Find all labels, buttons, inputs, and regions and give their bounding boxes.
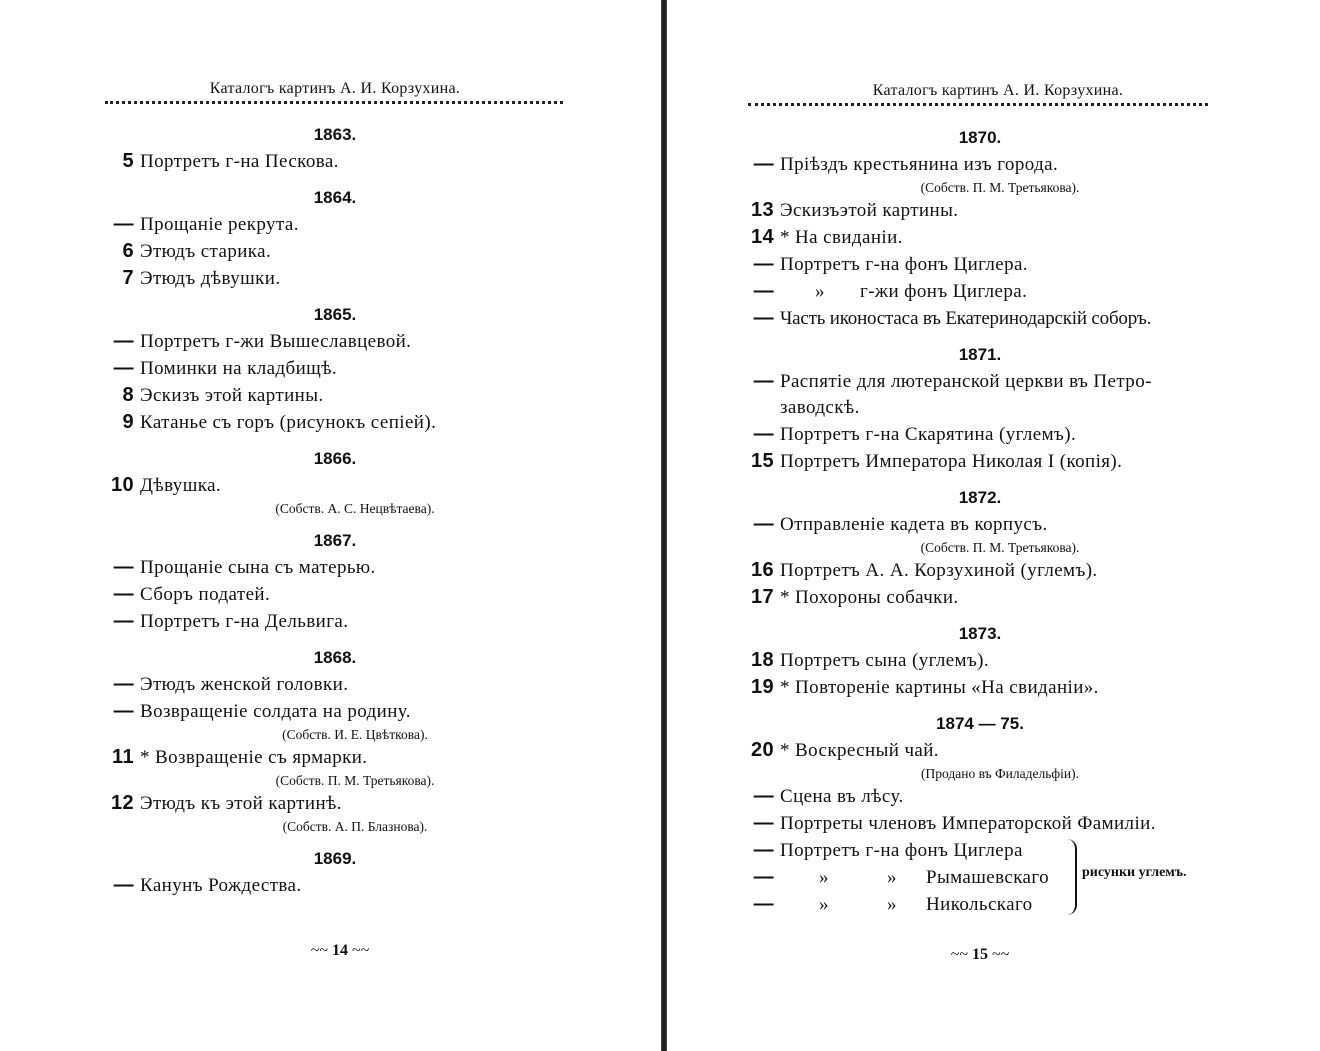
year-heading: 1872. <box>958 488 1002 507</box>
year-heading: 1869. <box>313 849 357 868</box>
entry-number: 6 <box>122 240 134 262</box>
year-heading: 1870. <box>958 128 1002 147</box>
entry-number: 16 <box>750 559 774 581</box>
entry-title-continuation: заводскѣ. <box>780 397 860 418</box>
owner-note: (Собств. П. М. Третьякова). <box>920 180 1080 195</box>
entry-number: — <box>753 513 774 535</box>
catalog-entry <box>740 584 1220 611</box>
entry-number: 19 <box>750 676 774 698</box>
catalog-entry <box>100 581 570 608</box>
entry-title: * Повтореніе картины «На свиданіи». <box>780 677 1099 698</box>
folio-number: 14 <box>332 942 348 959</box>
entry-number: — <box>753 370 774 392</box>
entry-title: Портретъ А. А. Корзухиной (углемъ). <box>780 560 1098 581</box>
entry-title: Портретъ сына (углемъ). <box>780 650 990 671</box>
ditto-mark: » <box>819 867 829 888</box>
catalog-entry <box>100 671 570 698</box>
catalog-entry <box>100 554 570 581</box>
entry-title: Катанье съ горъ (рисунокъ сепіей). <box>140 412 437 433</box>
entry-number: 12 <box>110 792 134 814</box>
entry-title: Канунъ Рождества. <box>140 875 302 896</box>
running-header: Каталогъ картинъ А. И. Корзухина. <box>209 80 461 97</box>
entry-number: 11 <box>112 746 134 768</box>
catalog-column <box>100 125 570 899</box>
entry-title: Эскизъэтой картины. <box>780 200 959 221</box>
entry-number: 15 <box>750 450 774 472</box>
year-heading: 1873. <box>958 624 1002 643</box>
catalog-entry <box>740 837 1220 864</box>
entry-title: Прощаніе рекрута. <box>140 214 299 235</box>
entry-title: Портретъ Императора Николая I (копія). <box>780 451 1123 472</box>
entry-title-wrap <box>780 279 1220 305</box>
page-number <box>880 946 1080 964</box>
catalog-entry <box>740 737 1220 764</box>
catalog-entry <box>100 382 570 409</box>
folio-ornament: ~~ <box>352 942 370 959</box>
entry-number: — <box>753 812 774 834</box>
entry-title: Дѣвушка. <box>140 475 222 496</box>
catalog-entry <box>100 608 570 635</box>
entry-title: Портретъ г-на фонъ Циглера <box>780 840 1023 861</box>
entry-title: * Воскресный чай. <box>780 740 939 761</box>
catalog-column <box>740 128 1220 918</box>
catalog-entry <box>100 409 570 436</box>
entry-number: — <box>753 785 774 807</box>
entry-title: Портретъ г-на Пескова. <box>140 151 339 172</box>
catalog-entry <box>740 674 1220 701</box>
owner-note: (Собств. А. П. Блазнова). <box>282 819 428 834</box>
catalog-entry <box>740 251 1220 278</box>
catalog-entry <box>740 511 1220 538</box>
entry-title: Никольскаго <box>926 894 1033 915</box>
entry-number: 7 <box>122 267 134 289</box>
entry-title: г-жи фонъ Циглера. <box>860 281 1028 302</box>
ditto-mark: » <box>887 894 897 915</box>
entry-number: 18 <box>750 649 774 671</box>
year-heading: 1863. <box>313 125 357 144</box>
entry-number: 13 <box>750 199 774 221</box>
owner-note: (Собств. А. С. Нецвѣтаева). <box>275 501 435 516</box>
entry-title: Рымашевскаго <box>926 867 1050 888</box>
entry-number: — <box>113 874 134 896</box>
book-spine <box>661 0 667 1051</box>
folio-ornament: ~~ <box>992 946 1010 963</box>
entry-number: — <box>753 423 774 445</box>
owner-note: (Собств. П. М. Третьякова). <box>275 773 435 788</box>
entry-number: — <box>113 583 134 605</box>
entry-title: Сцена въ лѣсу. <box>780 786 904 807</box>
entry-number: 17 <box>750 586 774 608</box>
catalog-entry <box>740 224 1220 251</box>
brace-note: рисунки углемъ. <box>1082 865 1187 880</box>
entry-number: 5 <box>122 150 134 172</box>
entry-title: Портретъ г-на фонъ Циглера. <box>780 254 1028 275</box>
folio-number: 15 <box>972 946 988 963</box>
catalog-entry <box>740 151 1220 178</box>
entry-number: — <box>753 866 774 888</box>
page-number <box>240 942 440 960</box>
entry-number: — <box>753 153 774 175</box>
entry-title: Сборъ податей. <box>140 584 271 605</box>
folio-ornament: ~~ <box>950 946 968 963</box>
catalog-entry-continuation <box>740 395 1220 421</box>
ditto-mark: » <box>815 281 825 302</box>
owner-note: (Собств. П. М. Третьякова). <box>920 540 1080 555</box>
year-heading: 1864. <box>313 188 357 207</box>
entry-title: Этюдъ дѣвушки. <box>140 268 281 289</box>
entry-title: Этюдъ старика. <box>140 241 272 262</box>
entry-title: Часть иконостаса въ Екатеринодарскій соборъ. <box>780 308 1152 329</box>
entry-number: — <box>113 213 134 235</box>
catalog-entry <box>740 448 1220 475</box>
curly-brace <box>1065 839 1077 915</box>
catalog-entry <box>740 557 1220 584</box>
owner-note: (Продано въ Филадельфіи). <box>921 766 1079 781</box>
catalog-entry <box>740 891 1220 918</box>
entry-number: — <box>753 893 774 915</box>
catalog-entry <box>100 472 570 499</box>
entry-number: — <box>753 307 774 329</box>
entry-number: — <box>113 330 134 352</box>
entry-number: — <box>753 253 774 275</box>
entry-number: 20 <box>750 739 774 761</box>
folio-ornament: ~~ <box>310 942 328 959</box>
owner-note: (Собств. И. Е. Цвѣткова). <box>282 727 428 742</box>
entry-number: 14 <box>750 226 774 248</box>
entry-title-wrap <box>780 892 1220 918</box>
header-rule <box>748 103 1208 106</box>
entry-number: — <box>113 556 134 578</box>
year-heading: 1871. <box>958 345 1002 364</box>
catalog-entry <box>100 328 570 355</box>
right-page <box>668 0 1320 1051</box>
catalog-entry <box>740 421 1220 448</box>
entry-title: * На свиданіи. <box>780 227 903 248</box>
entry-title: Поминки на кладбищѣ. <box>140 358 338 379</box>
year-heading: 1874 — 75. <box>936 714 1024 733</box>
entry-title: Портретъ г-жи Вышеславцевой. <box>140 331 412 352</box>
catalog-entry <box>100 211 570 238</box>
entry-title: Портреты членовъ Императорской Фамиліи. <box>780 813 1156 834</box>
entry-title: * Похороны собачки. <box>780 587 959 608</box>
catalog-entry <box>740 368 1220 395</box>
entry-title: Возвращеніе солдата на родину. <box>140 701 411 722</box>
entry-title: Эскизъ этой картины. <box>140 385 324 406</box>
entry-number: — <box>113 673 134 695</box>
catalog-entry <box>740 305 1220 332</box>
entry-title: Отправленіе кадета въ корпусъ. <box>780 514 1048 535</box>
catalog-entry <box>100 355 570 382</box>
catalog-entry <box>100 265 570 292</box>
entry-title: Портретъ г-на Дельвига. <box>140 611 349 632</box>
entry-number: — <box>753 839 774 861</box>
catalog-entry <box>740 197 1220 224</box>
charcoal-drawings-group <box>740 837 1220 918</box>
entry-title: Пріѣздъ крестьянина изъ города. <box>780 154 1059 175</box>
entry-title: * Возвращеніе съ ярмарки. <box>140 747 368 768</box>
entry-title: Этюдъ женской головки. <box>140 674 349 695</box>
entry-number: 9 <box>122 411 134 433</box>
catalog-entry <box>100 790 570 817</box>
entry-number: 10 <box>110 474 134 496</box>
year-heading: 1866. <box>313 449 357 468</box>
entry-number: 8 <box>122 384 134 406</box>
header-rule <box>105 101 563 104</box>
catalog-entry <box>740 783 1220 810</box>
entry-number: — <box>113 610 134 632</box>
catalog-entry <box>100 744 570 771</box>
catalog-entry <box>740 810 1220 837</box>
running-header: Каталогъ картинъ А. И. Корзухина. <box>872 82 1124 99</box>
entry-title: Портретъ г-на Скарятина (углемъ). <box>780 424 1077 445</box>
catalog-entry <box>100 872 570 899</box>
entry-title: Распятіе для лютеранской церкви въ Петро- <box>780 371 1152 392</box>
catalog-entry <box>100 698 570 725</box>
catalog-entry <box>100 148 570 175</box>
year-heading: 1865. <box>313 305 357 324</box>
entry-number: — <box>113 357 134 379</box>
ditto-mark: » <box>887 867 897 888</box>
entry-number: — <box>753 280 774 302</box>
year-heading: 1867. <box>313 531 357 550</box>
catalog-entry <box>740 647 1220 674</box>
entry-title: Прощаніе сына съ матерью. <box>140 557 376 578</box>
catalog-entry <box>740 278 1220 305</box>
ditto-mark: » <box>819 894 829 915</box>
year-heading: 1868. <box>313 648 357 667</box>
entry-number: — <box>113 700 134 722</box>
catalog-entry <box>100 238 570 265</box>
entry-title: Этюдъ къ этой картинѣ. <box>140 793 342 814</box>
